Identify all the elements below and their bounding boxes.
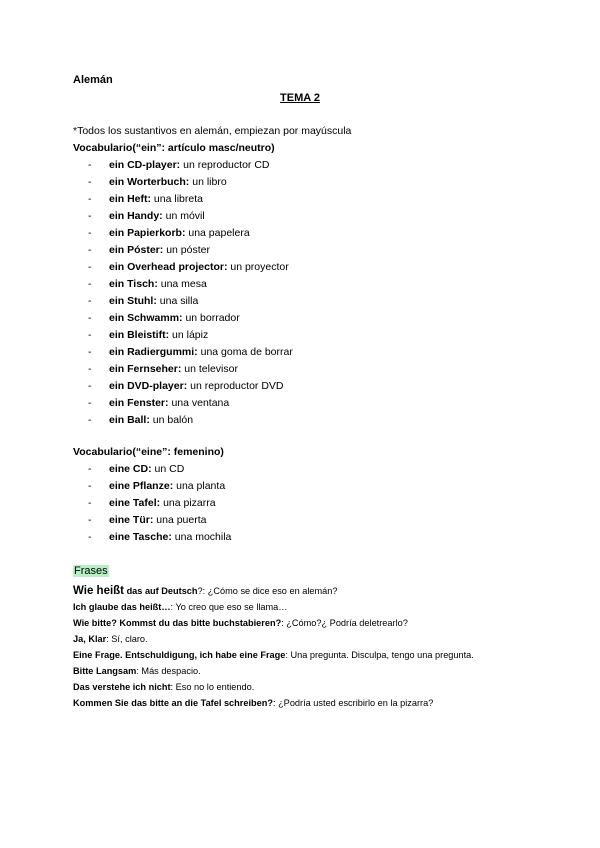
- german-phrase-lead: Wie heißt: [73, 585, 125, 597]
- list-item: - eine Tasche: una mochila: [88, 531, 232, 543]
- spanish-translation: una planta: [176, 480, 226, 492]
- german-phrase: Das verstehe ich nicht: [73, 682, 171, 692]
- spanish-translation: un reproductor DVD: [190, 380, 284, 392]
- german-phrase: Kommen Sie das bitte an die Tafel schreiben?: [73, 698, 273, 708]
- german-phrase: Wie bitte? Kommst du das bitte buchstabieren?: [73, 618, 282, 628]
- list-item: - ein Fernseher: un televisor: [88, 363, 238, 375]
- capitalization-note: *Todos los sustantivos en alemán, empiezan por mayúscula: [73, 125, 352, 137]
- spanish-translation: : Más despacio.: [136, 666, 201, 676]
- spanish-translation: una silla: [159, 295, 199, 307]
- phrase-separator: ?:: [197, 586, 206, 596]
- list-item: - ein Heft: una libreta: [88, 193, 203, 205]
- spanish-translation: una mochila: [174, 531, 232, 543]
- list-item: - ein Ball: un balón: [88, 414, 194, 426]
- german-term: ein Worterbuch:: [109, 176, 190, 188]
- german-term: ein CD-player:: [109, 159, 181, 171]
- spanish-translation: un libro: [192, 176, 227, 188]
- german-term: ein Schwamm:: [109, 312, 183, 324]
- german-term: ein Póster:: [109, 244, 164, 256]
- list-item: - ein Papierkorb: una papelera: [88, 227, 250, 239]
- list-item: - ein Bleistift: un lápiz: [88, 329, 209, 341]
- spanish-translation: : ¿Podría usted escribirlo en la pizarra?: [272, 698, 434, 708]
- german-term: ein Fernseher:: [109, 363, 182, 375]
- list-item: - ein Overhead projector: un proyector: [88, 261, 289, 273]
- spanish-translation: una papelera: [188, 227, 250, 239]
- spanish-translation: un móvil: [165, 210, 205, 222]
- vocab-eine-list: [88, 461, 231, 546]
- german-term: ein Ball:: [109, 414, 150, 426]
- spanish-translation: un reproductor CD: [183, 159, 270, 171]
- phrase-item: [73, 599, 474, 615]
- german-term: eine Tafel:: [109, 497, 161, 509]
- list-item: - eine CD: un CD: [88, 463, 185, 475]
- german-term: ein Papierkorb:: [109, 227, 186, 239]
- list-item: - eine Tafel: una pizarra: [88, 497, 216, 509]
- german-term: eine Tasche:: [109, 531, 172, 543]
- german-term: ein Stuhl:: [109, 295, 157, 307]
- german-term: ein Radiergummi:: [109, 346, 198, 358]
- spanish-translation: un póster: [166, 244, 210, 256]
- vocab-eine-heading: Vocabulario(“eine”: femenino): [73, 446, 224, 458]
- list-item: - ein Tisch: una mesa: [88, 278, 207, 290]
- list-item: - ein Póster: un póster: [88, 244, 210, 256]
- phrase-item: [73, 647, 474, 663]
- german-term: ein Tisch:: [109, 278, 158, 290]
- german-term: ein Handy:: [109, 210, 163, 222]
- list-item: - ein Handy: un móvil: [88, 210, 205, 222]
- phrase-item: [73, 695, 474, 711]
- spanish-translation: un televisor: [184, 363, 238, 375]
- spanish-translation: una goma de borrar: [200, 346, 293, 358]
- list-item: - ein CD-player: un reproductor CD: [88, 159, 270, 171]
- phrase-item: [73, 631, 474, 647]
- german-phrase: Ja, Klar: [73, 634, 107, 644]
- phrase-item: [73, 615, 474, 631]
- german-phrase: Eine Frage. Entschuldigung, ich habe eine Frage: [73, 650, 286, 660]
- list-item: - eine Pflanze: una planta: [88, 480, 226, 492]
- spanish-translation: : ¿Cómo?¿ Podría deletrearlo?: [281, 618, 408, 628]
- list-item: - ein Schwamm: un borrador: [88, 312, 240, 324]
- frases-heading: Frases: [74, 565, 108, 577]
- spanish-translation: : Yo creo que eso se llama…: [170, 602, 288, 612]
- spanish-translation: : Sí, claro.: [106, 634, 148, 644]
- spanish-translation: un lápiz: [172, 329, 209, 341]
- phrase-item: [73, 679, 474, 695]
- spanish-translation: un balón: [152, 414, 194, 426]
- phrases-list: [73, 583, 474, 711]
- spanish-translation: una libreta: [153, 193, 203, 205]
- phrase-item: [73, 663, 474, 679]
- vocab-ein-list: [88, 157, 293, 429]
- list-item: - ein Fenster: una ventana: [88, 397, 230, 409]
- german-term: ein DVD-player:: [109, 380, 188, 392]
- spanish-translation: una pizarra: [163, 497, 216, 509]
- german-term: ein Bleistift:: [109, 329, 170, 341]
- list-item: - ein Stuhl: una silla: [88, 295, 199, 307]
- document-title: Alemán: [73, 74, 113, 86]
- spanish-translation: : Una pregunta. Disculpa, tengo una pregunta.: [285, 650, 474, 660]
- german-term: eine Pflanze:: [109, 480, 174, 492]
- german-term: ein Overhead projector:: [109, 261, 228, 273]
- spanish-translation: una ventana: [171, 397, 230, 409]
- german-term: eine CD:: [109, 463, 152, 475]
- spanish-translation: una puerta: [156, 514, 207, 526]
- phrase-item: [73, 583, 474, 599]
- german-term: eine Tür:: [109, 514, 154, 526]
- spanish-translation: un borrador: [185, 312, 240, 324]
- list-item: - eine Tür: una puerta: [88, 514, 207, 526]
- spanish-translation: una mesa: [160, 278, 207, 290]
- german-phrase: das auf Deutsch: [124, 586, 198, 596]
- german-term: ein Fenster:: [109, 397, 169, 409]
- german-term: ein Heft:: [109, 193, 151, 205]
- topic-title: TEMA 2: [280, 92, 320, 104]
- german-phrase: Ich glaube das heißt…: [73, 602, 171, 612]
- list-item: - ein DVD-player: un reproductor DVD: [88, 380, 284, 392]
- spanish-translation: ¿Cómo se dice eso en alemán?: [205, 586, 338, 596]
- list-item: - ein Radiergummi: una goma de borrar: [88, 346, 293, 358]
- list-item: - ein Worterbuch: un libro: [88, 176, 227, 188]
- spanish-translation: : Eso no lo entiendo.: [170, 682, 255, 692]
- vocab-ein-heading: Vocabulario(“ein”: artículo masc/neutro): [73, 142, 275, 154]
- spanish-translation: un proyector: [230, 261, 289, 273]
- spanish-translation: un CD: [154, 463, 185, 475]
- german-phrase: Bitte Langsam: [73, 666, 137, 676]
